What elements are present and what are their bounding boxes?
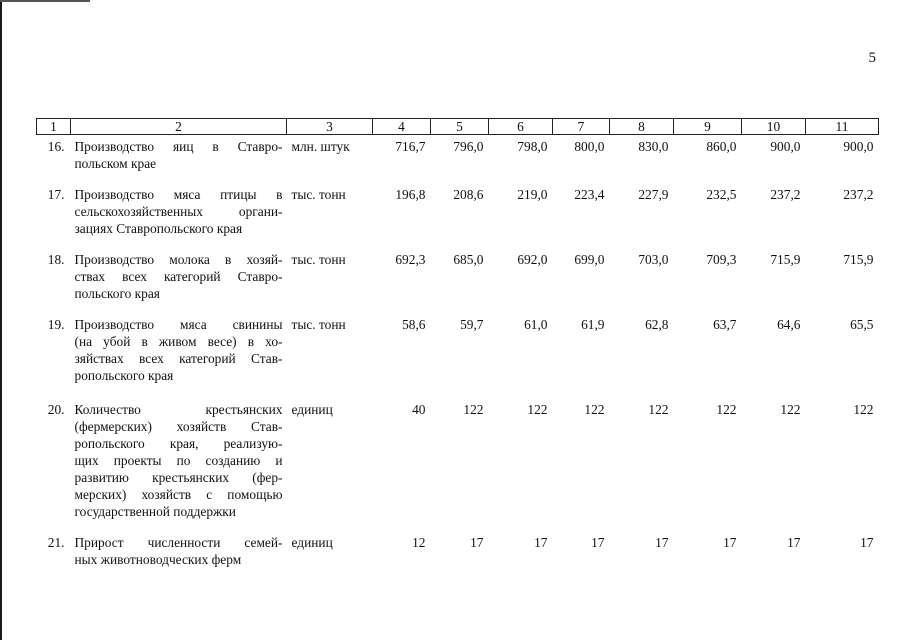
value-cell: 17 (723, 535, 737, 550)
indicator-name (71, 183, 287, 237)
indicator-name-line: зациях Ставропольского края (74, 221, 243, 236)
column-header: 11 (806, 119, 879, 135)
page-number: 5 (868, 50, 876, 66)
value-cell: 227,9 (638, 187, 669, 202)
row-spacer-cell (37, 172, 879, 183)
value-cell: 196,8 (395, 187, 426, 202)
row-number: 21. (47, 535, 65, 550)
row-spacer (37, 237, 879, 248)
value-cell: 122 (780, 402, 801, 417)
column-header: 5 (431, 119, 489, 135)
indicator-name-line: ропольского края (74, 368, 174, 383)
indicator-name (71, 313, 287, 384)
row-spacer (37, 520, 879, 531)
column-header: 1 (37, 119, 71, 135)
row-spacer-cell (37, 302, 879, 313)
indicator-name-line: развитию крестьянских (фер- (74, 470, 283, 485)
value-cell: 703,0 (638, 252, 669, 267)
value-cell: 709,3 (706, 252, 737, 267)
unit-of-measure: тыс. тонн (291, 252, 346, 267)
value-cell: 17 (534, 535, 548, 550)
value-cell: 61,9 (581, 317, 605, 332)
unit-of-measure: единиц (291, 402, 333, 417)
value-cell: 17 (787, 535, 801, 550)
indicator-name (71, 398, 287, 520)
row-spacer (37, 384, 879, 398)
row-spacer (37, 172, 879, 183)
indicator-name-line: ропольского края, реализую- (74, 436, 283, 451)
value-cell: 715,9 (843, 252, 874, 267)
indicator-name (71, 248, 287, 302)
row-number: 16. (47, 139, 65, 154)
indicator-name-line: польского края (74, 286, 160, 301)
indicator-name-line: государственной поддержки (74, 504, 236, 519)
row-number: 18. (47, 252, 65, 267)
indicator-name (71, 135, 287, 173)
column-header: 10 (742, 119, 806, 135)
unit-of-measure: тыс. тонн (291, 317, 346, 332)
column-header: 6 (489, 119, 553, 135)
unit-of-measure: млн. штук (291, 139, 350, 154)
column-header: 2 (71, 119, 287, 135)
value-cell: 699,0 (574, 252, 605, 267)
value-cell: 63,7 (713, 317, 737, 332)
row-spacer-cell (37, 237, 879, 248)
row-number: 19. (47, 317, 65, 332)
row-number: 17. (47, 187, 65, 202)
indicator-name-line: Прирост численности семей- (74, 535, 283, 550)
indicators-table (36, 118, 879, 568)
value-cell: 232,5 (706, 187, 737, 202)
table-row (37, 135, 879, 173)
value-cell: 64,6 (777, 317, 801, 332)
value-cell: 796,0 (453, 139, 484, 154)
value-cell: 17 (591, 535, 605, 550)
unit-of-measure: тыс. тонн (291, 187, 346, 202)
value-cell: 62,8 (645, 317, 669, 332)
indicator-name-line: ных животноводческих ферм (74, 552, 242, 567)
value-cell: 692,3 (395, 252, 426, 267)
value-cell: 900,0 (770, 139, 801, 154)
value-cell: 61,0 (524, 317, 548, 332)
table-row (37, 183, 879, 237)
value-cell: 237,2 (770, 187, 801, 202)
column-header: 9 (674, 119, 742, 135)
value-cell: 40 (412, 402, 426, 417)
column-header: 7 (553, 119, 610, 135)
indicator-name-line: Производство яиц в Ставро- (74, 139, 283, 154)
value-cell: 17 (470, 535, 484, 550)
value-cell: 122 (648, 402, 669, 417)
page-top-rule (0, 0, 90, 2)
column-header: 4 (373, 119, 431, 135)
value-cell: 122 (463, 402, 484, 417)
page-left-edge (0, 0, 2, 640)
table-row (37, 531, 879, 568)
value-cell: 237,2 (843, 187, 874, 202)
column-header: 8 (610, 119, 674, 135)
indicator-name-line: Количество крестьянских (74, 402, 283, 417)
column-header: 3 (287, 119, 373, 135)
indicator-name-line: щих проекты по созданию и (74, 453, 283, 468)
value-cell: 208,6 (453, 187, 484, 202)
value-cell: 830,0 (638, 139, 669, 154)
value-cell: 800,0 (574, 139, 605, 154)
row-spacer (37, 302, 879, 313)
value-cell: 59,7 (460, 317, 484, 332)
value-cell: 65,5 (850, 317, 874, 332)
value-cell: 12 (412, 535, 426, 550)
value-cell: 716,7 (395, 139, 426, 154)
value-cell: 715,9 (770, 252, 801, 267)
indicator-name-line: сельскохозяйственных органи- (74, 204, 283, 219)
value-cell: 122 (527, 402, 548, 417)
value-cell: 223,4 (574, 187, 605, 202)
indicator-name-line: ствах всех категорий Ставро- (74, 269, 283, 284)
row-spacer-cell (37, 384, 879, 398)
value-cell: 122 (584, 402, 605, 417)
indicator-name-line: Производство молока в хозяй- (74, 252, 283, 267)
column-number-row (37, 119, 879, 135)
indicator-name-line: Производство мяса птицы в (74, 187, 283, 202)
indicator-name (71, 531, 287, 568)
value-cell: 17 (655, 535, 669, 550)
unit-of-measure: единиц (291, 535, 333, 550)
table-row (37, 248, 879, 302)
table-row (37, 398, 879, 520)
table-row (37, 313, 879, 384)
indicator-name-line: мерских) хозяйств с помощью (74, 487, 283, 502)
value-cell: 17 (860, 535, 874, 550)
value-cell: 860,0 (706, 139, 737, 154)
row-spacer-cell (37, 520, 879, 531)
value-cell: 58,6 (402, 317, 426, 332)
indicator-name-line: (фермерских) хозяйств Став- (74, 419, 283, 434)
value-cell: 692,0 (517, 252, 548, 267)
value-cell: 219,0 (517, 187, 548, 202)
value-cell: 122 (716, 402, 737, 417)
value-cell: 798,0 (517, 139, 548, 154)
indicator-name-line: польском крае (74, 156, 157, 171)
row-number: 20. (47, 402, 65, 417)
value-cell: 900,0 (843, 139, 874, 154)
value-cell: 122 (853, 402, 874, 417)
indicator-name-line: (на убой в живом весе) в хо- (74, 334, 283, 349)
value-cell: 685,0 (453, 252, 484, 267)
table-body (37, 135, 879, 569)
indicator-name-line: Производство мяса свинины (74, 317, 283, 332)
indicator-name-line: зяйствах всех категорий Став- (74, 351, 283, 366)
